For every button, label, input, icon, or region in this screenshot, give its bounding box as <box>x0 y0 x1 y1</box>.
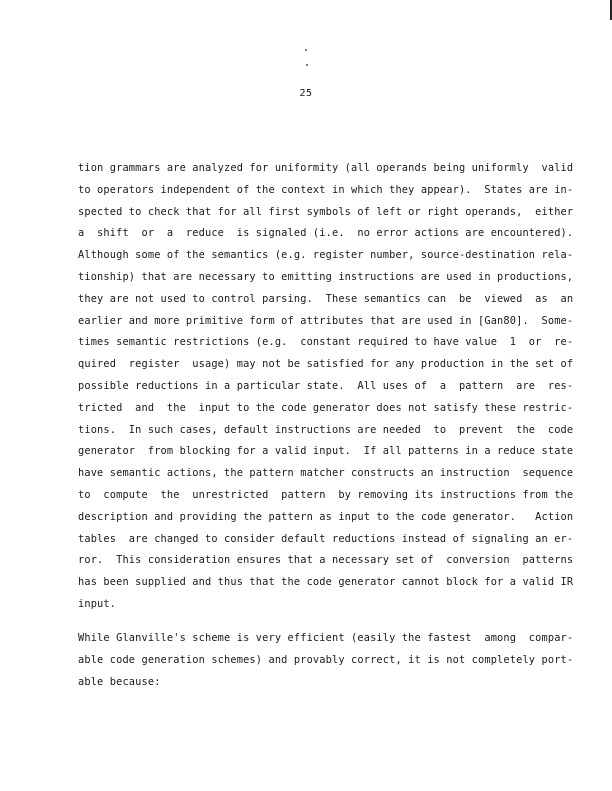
text-line: a shift or a reduce is signaled (i.e. no error actions are encountered). <box>78 227 574 240</box>
text-line: have semantic actions, the pattern matcher constructs an instruction sequence <box>78 467 574 480</box>
text-line: able because: <box>78 675 161 688</box>
text-line: description and providing the pattern as input to the code generator. Action <box>78 510 574 523</box>
text-line: has been supplied and thus that the code generator cannot block for a valid IR <box>78 576 574 589</box>
text-line: tables are changed to consider default reductions instead of signaling an er- <box>78 532 574 545</box>
scan-speck <box>306 64 308 66</box>
page-number: 25 <box>299 88 313 99</box>
text-line: tricted and the input to the code generator does not satisfy these restric- <box>78 401 574 414</box>
text-line: quired register usage) may not be satisfied for any production in the set of <box>78 358 574 371</box>
text-line: to compute the unrestricted pattern by removing its instructions from the <box>78 488 574 501</box>
text-line: tion grammars are analyzed for uniformity (all operands being uniformly valid <box>78 162 574 174</box>
text-line: tionship) that are necessary to emitting instructions are used in productions, <box>78 270 574 283</box>
paragraph-1 <box>78 158 574 616</box>
text-line: generator from blocking for a valid input. If all patterns in a reduce state <box>78 445 574 458</box>
text-line: earlier and more primitive form of attributes that are used in [Gan80]. Some- <box>78 314 574 327</box>
text-line: While Glanville's scheme is very efficient (easily the fastest among compar- <box>78 632 574 644</box>
text-line: input. <box>78 597 117 610</box>
text-line: possible reductions in a particular state. All uses of a pattern are res- <box>78 379 574 392</box>
text-line: able code generation schemes) and provably correct, it is not completely port- <box>78 653 574 666</box>
text-line: times semantic restrictions (e.g. constant required to have value 1 or re- <box>78 336 574 349</box>
text-line: Although some of the semantics (e.g. register number, source-destination rela- <box>78 249 574 262</box>
text-line: ror. This consideration ensures that a necessary set of conversion patterns <box>78 554 574 567</box>
text-line: to operators independent of the context in which they appear). States are in- <box>78 183 574 196</box>
text-line: spected to check that for all first symbols of left or right operands, either <box>78 205 574 218</box>
text-line: they are not used to control parsing. These semantics can be viewed as an <box>78 292 574 305</box>
paragraph-2 <box>78 628 574 693</box>
text-line: tions. In such cases, default instructions are needed to prevent the code <box>78 423 574 436</box>
scan-speck <box>305 49 307 51</box>
